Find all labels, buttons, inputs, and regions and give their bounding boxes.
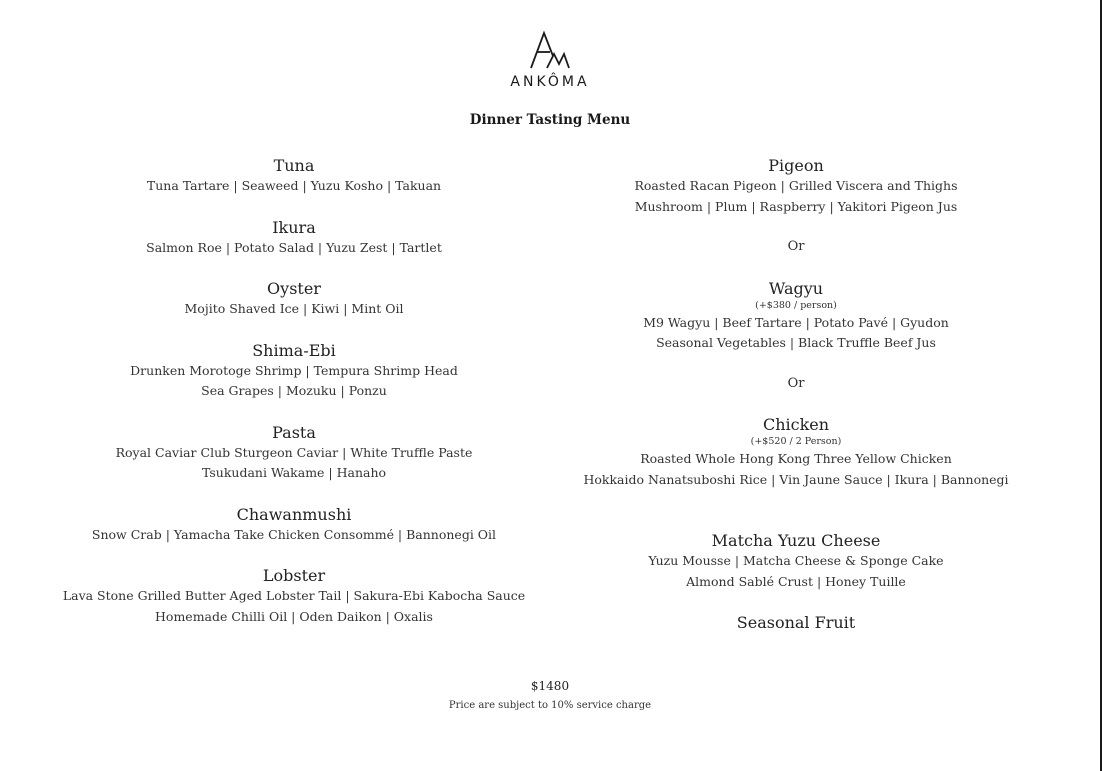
course-description: Tsukudani Wakame | Hanaho <box>201 465 387 480</box>
course-description: Yuzu Mousse | Matcha Cheese & Sponge Cake <box>648 553 944 568</box>
course-pigeon <box>545 155 1047 217</box>
course-name: Pigeon <box>768 156 824 175</box>
logo <box>0 30 1100 90</box>
course-description: Roasted Racan Pigeon | Grilled Viscera and Thighs <box>634 178 958 193</box>
or-divider: Or <box>787 375 805 391</box>
supplement-note: (+$520 / 2 Person) <box>750 436 842 447</box>
menu-footer <box>0 677 1100 715</box>
course-description: Almond Sablé Crust | Honey Tuille <box>686 573 906 589</box>
course-description: M9 Wagyu | Beef Tartare | Potato Pavé | Gyudon <box>643 314 949 330</box>
course-name: Chicken <box>762 415 830 434</box>
course-name: Matcha Yuzu Cheese <box>711 531 881 550</box>
course-name: Lobster <box>262 566 326 585</box>
service-charge-note: Price are subject to 10% service charge <box>448 700 652 711</box>
course-description: Mojito Shaved Ice | Kiwi | Mint Oil <box>184 301 404 316</box>
or-divider: Or <box>787 239 805 254</box>
course-lobster <box>45 565 543 627</box>
course-chicken <box>545 414 1047 490</box>
supplement-note: (+$380 / person) <box>755 299 837 311</box>
course-description: Royal Caviar Club Sturgeon Caviar | White Truffle Paste <box>115 444 473 460</box>
menu-title: Dinner Tasting Menu <box>469 112 631 128</box>
course-description: Seasonal Vegetables | Black Truffle Beef Jus <box>656 335 936 350</box>
course-name: Oyster <box>267 279 321 298</box>
course-description: Salmon Roe | Potato Salad | Yuzu Zest | Tartlet <box>146 239 442 255</box>
course-name: Chawanmushi <box>236 504 352 524</box>
course-name: Shima-Ebi <box>252 340 336 360</box>
course-fruit <box>545 612 1047 633</box>
right-column <box>545 155 1047 633</box>
course-name: Wagyu <box>768 278 824 298</box>
course-description: Snow Crab | Yamacha Take Chicken Consommé | Bannonegi Oil <box>91 526 497 542</box>
course-oyster <box>45 278 543 320</box>
course-ikura <box>45 217 543 259</box>
course-wagyu <box>545 278 1047 354</box>
course-description: Tuna Tartare | Seaweed | Yuzu Kosho | Takuan <box>146 178 442 193</box>
course-tuna <box>45 155 543 197</box>
course-description: Drunken Morotoge Shrimp | Tempura Shrimp Head <box>130 362 458 378</box>
course-description: Hokkaido Nanatsuboshi Rice | Vin Jaune Sauce | Ikura | Bannonegi <box>583 471 1009 487</box>
brand-name: ANKÔMA <box>510 74 590 90</box>
course-description: Roasted Whole Hong Kong Three Yellow Chicken <box>640 451 952 466</box>
menu-price: $1480 <box>530 679 570 693</box>
left-column <box>45 155 543 627</box>
course-name: Ikura <box>272 217 316 237</box>
course-name: Tuna <box>273 156 315 175</box>
course-name: Seasonal Fruit <box>736 613 856 632</box>
course-description: Mushroom | Plum | Raspberry | Yakitori Pigeon Jus <box>634 198 958 214</box>
course-dessert <box>545 530 1047 592</box>
course-shima-ebi <box>45 340 543 402</box>
course-description: Lava Stone Grilled Butter Aged Lobster Tail | Sakura-Ebi Kabocha Sauce <box>62 588 526 603</box>
course-name: Pasta <box>272 422 316 442</box>
ankoma-logo-icon <box>528 30 572 70</box>
course-description: Homemade Chilli Oil | Oden Daikon | Oxalis <box>155 608 433 624</box>
course-chawanmushi <box>45 504 543 546</box>
course-pasta <box>45 422 543 484</box>
course-description: Sea Grapes | Mozuku | Ponzu <box>201 383 387 398</box>
